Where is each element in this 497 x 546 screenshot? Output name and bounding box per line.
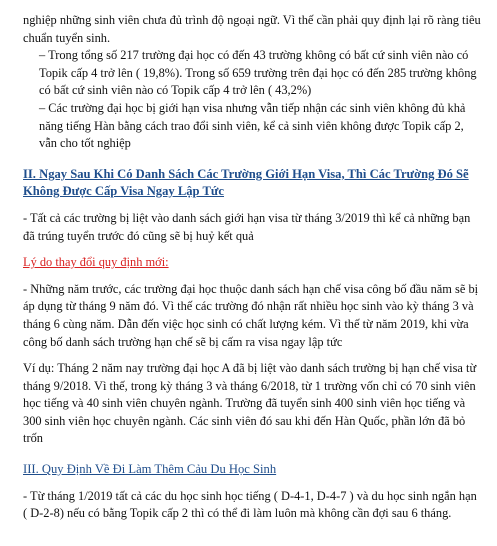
reason-label: Lý do thay đổi quy định mới: — [23, 255, 169, 270]
bullet-item: – Các trường đại học bị giới hạn visa nhưng vẫn tiếp nhận các sinh viên không đủ khả năng tiếng Hàn bằng cách trao đổi sinh viên, kể cả sinh viên không được Topik cấp 2, vẫn cho tốt nghiệp — [39, 100, 466, 151]
example-paragraph: Ví dụ: Tháng 2 năm nay trường đại học A đã bị liệt vào danh sách trường bị hạn chế visa từ tháng 9/2018. Vì thế, trong kỳ tháng 3 và tháng 6/2018, từ 1 trường vốn chỉ có 70 sinh viên học tiếng và 40 sinh viên chuyên ngành. Trường đã tuyển sinh 400 sinh viên học tiếng và 300 sinh viên học chuyên ngành. Các sinh viên đó sau khi đến Hàn Quốc, phần lớn đã bỏ trốn — [23, 361, 477, 446]
intro-continuation: nghiệp những sinh viên chưa đủ trình độ ngoại ngữ. Vì thế cần phải quy định lại rõ ràng tiêu chuẩn tuyển sinh. — [23, 13, 481, 45]
reason-paragraph: - Những năm trước, các trường đại học thuộc danh sách hạn chế visa công bố đầu năm sẽ bị áp dụng từ tháng 9 năm đó. Vì thế các trường đó nhận rất nhiều học sinh vào kỳ tháng 3 và tháng 6 cùng năm. Dẫn đến việc học sinh có chất lượng kém. Vì thế từ năm 2019, khi vừa công bố danh sách trường hạn chế sẽ bị cấm ra visa ngay lập tức — [23, 281, 479, 349]
section-3-heading: III. Quy Định Về Đi Làm Thêm Cảu Du Học Sinh — [23, 462, 277, 477]
bullet-item: – Trong tổng số 217 trường đại học có đến 43 trường không có bất cứ sinh viên nào có Topik cấp 4 trở lên ( 19,8%). Trong số 659 trường trên đại học có đến 285 trường không có bất cứ sinh viên nào có Topik cấp 4 trở lên ( 43,2%) — [39, 48, 477, 98]
section-2-heading: II. Ngay Sau Khi Có Danh Sách Các Trường Giới Hạn Visa, Thì Các Trường Đó Sẽ Không Được Cấp Visa Ngay Lập Tức — [23, 166, 469, 199]
section-3-paragraph: - Từ tháng 1/2019 tất cả các du học sinh học tiếng ( D-4-1, D-4-7 ) và du học sinh ngắn hạn ( D-2-8) nếu có bằng Topik cấp 2 thì có thể đi làm luôn mà không cần đợi sau 6 tháng. — [23, 488, 477, 521]
section-2-paragraph: - Tất cả các trường bị liệt vào danh sách giới hạn visa từ tháng 3/2019 thì kể cả những bạn đã trúng tuyển trước đó cũng sẽ bị huỷ kết quả — [23, 210, 471, 243]
